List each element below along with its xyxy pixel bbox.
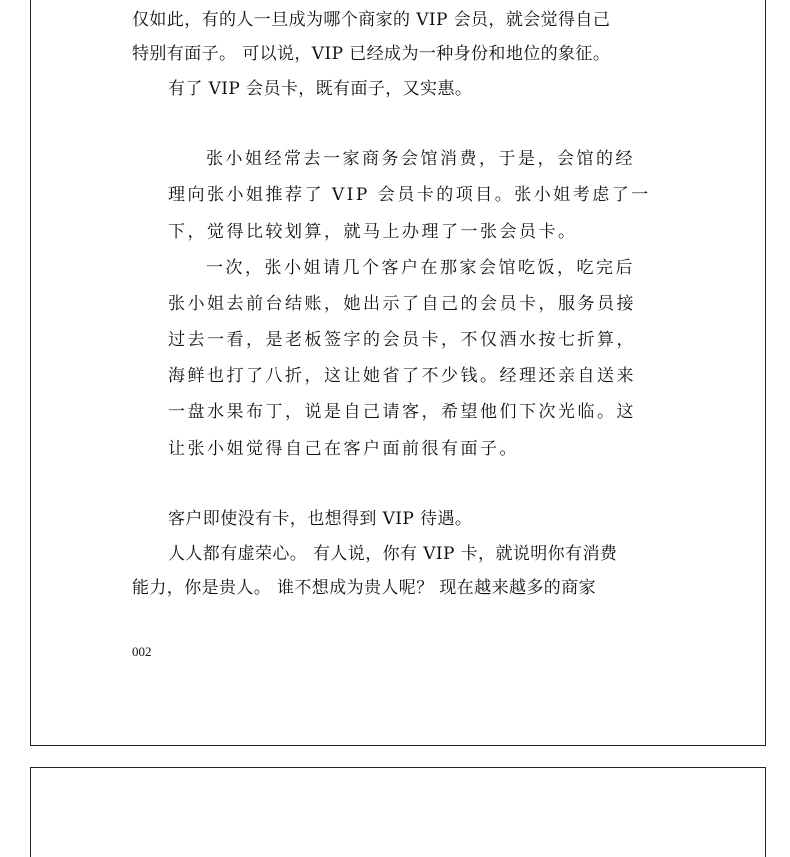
body-line: 人人都有虚荣心。 有人说，你有 VIP 卡，就说明你有消费 bbox=[168, 544, 618, 564]
subheading: 有了 VIP 会员卡，既有面子，又实惠。 bbox=[168, 79, 473, 99]
document-page bbox=[30, 0, 766, 746]
body-line: 仅如此，有的人一旦成为哪个商家的 VIP 会员，就会觉得自己 bbox=[132, 10, 611, 30]
story-line: 过去一看，是老板签字的会员卡，不仅酒水按七折算， bbox=[168, 330, 636, 350]
story-line: 理向张小姐推荐了 VIP 会员卡的项目。张小姐考虑了一 bbox=[168, 185, 651, 205]
story-line: 张小姐经常去一家商务会馆消费，于是，会馆的经 bbox=[206, 149, 635, 169]
next-page bbox=[30, 767, 766, 857]
story-line: 一次，张小姐请几个客户在那家会馆吃饭，吃完后 bbox=[206, 258, 635, 278]
story-line: 海鲜也打了八折，这让她省了不少钱。经理还亲自送来 bbox=[168, 366, 636, 386]
page-number: 002 bbox=[132, 644, 152, 659]
body-line: 特别有面子。 可以说，VIP 已经成为一种身份和地位的象征。 bbox=[132, 44, 611, 64]
story-line: 下，觉得比较划算，就马上办理了一张会员卡。 bbox=[168, 222, 578, 242]
story-line: 让张小姐觉得自己在客户面前很有面子。 bbox=[168, 439, 519, 459]
body-line: 能力，你是贵人。 谁不想成为贵人呢？ 现在越来越多的商家 bbox=[132, 578, 597, 598]
story-line: 张小姐去前台结账，她出示了自己的会员卡，服务员接 bbox=[168, 294, 636, 314]
story-line: 一盘水果布丁，说是自己请客，希望他们下次光临。这 bbox=[168, 402, 636, 422]
subheading: 客户即使没有卡，也想得到 VIP 待遇。 bbox=[168, 509, 473, 529]
